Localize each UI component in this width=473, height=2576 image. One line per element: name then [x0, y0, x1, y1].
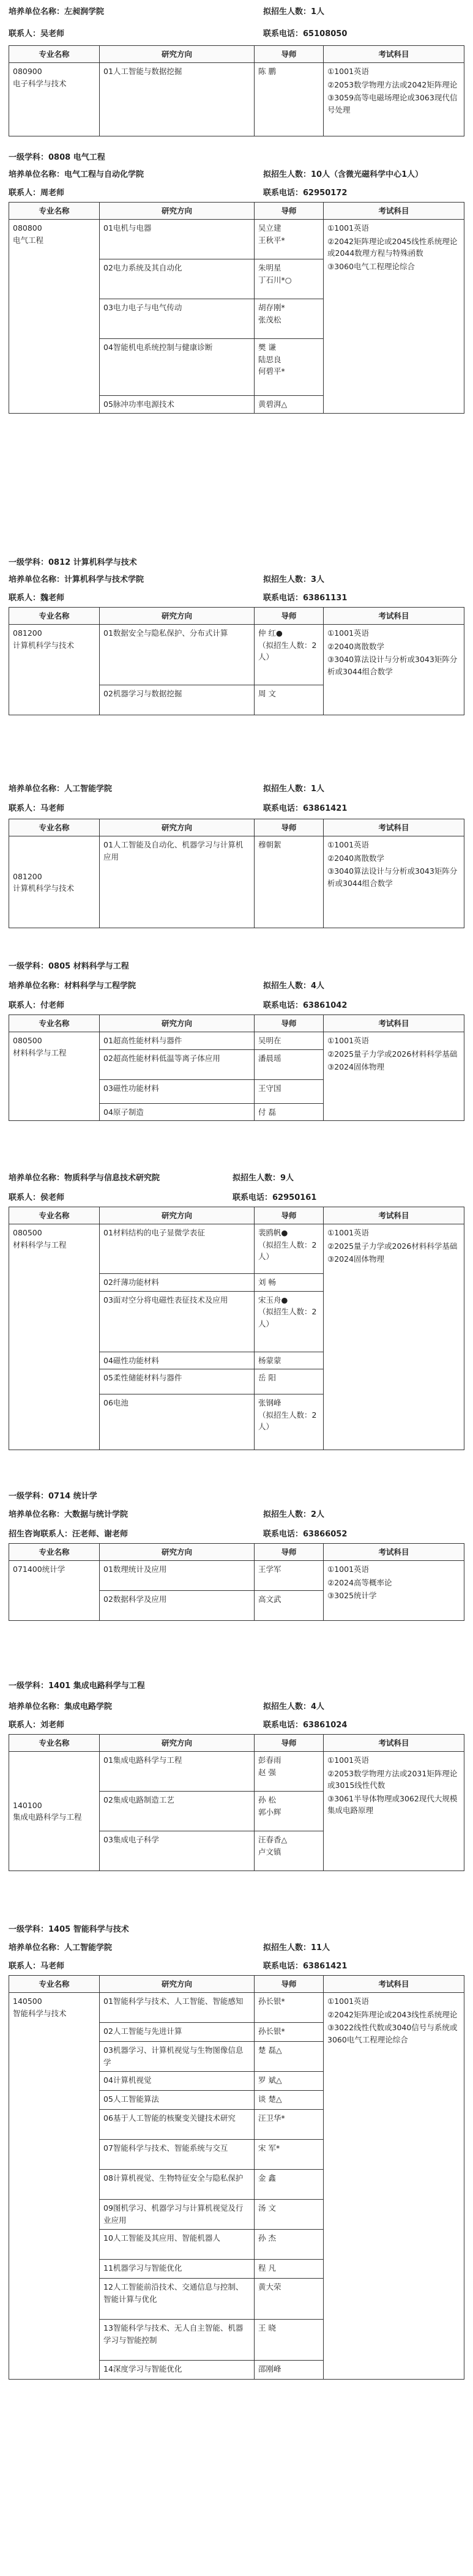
- tutor-cell: 刘 畅: [255, 1274, 324, 1291]
- header-tutor: 导师: [255, 203, 324, 220]
- direction-cell: 09图机学习、机器学习与计算机视觉及行业应用: [100, 2200, 255, 2230]
- tutor-cell: 岳 阳: [255, 1369, 324, 1394]
- tutor-name: 卢文镇: [258, 1847, 281, 1856]
- direction-cell: 04计算机视觉: [100, 2072, 255, 2091]
- program-table: [9, 1975, 464, 2380]
- unit-line: 培养单位名称：计算机科学与技术学院: [9, 575, 144, 584]
- header-tutor: 导师: [255, 46, 324, 63]
- header-major: 专业名称: [9, 1207, 100, 1224]
- tutor-cell: [255, 299, 324, 339]
- phone-line: 联系电话：62950172: [263, 188, 348, 198]
- tutor-cell: 金 鑫: [255, 2170, 324, 2200]
- direction-cell: 01集成电路科学与工程: [100, 1752, 255, 1792]
- unit-line: 培养单位名称：人工智能学院: [9, 1943, 113, 1952]
- exam-cell: [324, 625, 464, 715]
- tutor-name: 裴鸥帆●: [258, 1228, 288, 1238]
- header-direction: 研究方向: [100, 1207, 255, 1224]
- tutor-name: 孙 松: [258, 1795, 276, 1805]
- header-exam: 考试科目: [324, 1207, 464, 1224]
- tutor-cell: 吴明在: [255, 1032, 324, 1049]
- direction-cell: 01电机与电器: [100, 220, 255, 259]
- direction-cell: 11机器学习与智能优化: [100, 2260, 255, 2279]
- tutor-quota: （拟招生人数：2人）: [258, 1240, 317, 1262]
- tutor-name: 郭小辉: [258, 1807, 281, 1817]
- tutor-cell: [255, 1224, 324, 1274]
- header-tutor: 导师: [255, 819, 324, 836]
- tutor-cell: [255, 1752, 324, 1792]
- quota-line: 拟招生人数：1人: [263, 784, 325, 794]
- quota-line: 拟招生人数：3人: [263, 575, 325, 584]
- header-tutor: 导师: [255, 1976, 324, 1993]
- exam-item: ②2042矩阵理论或2045线性系统理论或2044数理方程与特殊函数: [327, 236, 458, 258]
- tutor-cell: 杨蒙蒙: [255, 1352, 324, 1369]
- header-direction: 研究方向: [100, 1544, 255, 1561]
- header-exam: 考试科目: [324, 608, 464, 625]
- phone-line: 联系电话：62950161: [233, 1193, 317, 1202]
- major-cell: 140500 智能科学与技术: [9, 1993, 100, 2380]
- header-major: 专业名称: [9, 1735, 100, 1752]
- exam-item: ③2024固体物理: [327, 1254, 385, 1264]
- direction-cell: 02人工智能与先进计算: [100, 2023, 255, 2042]
- exam-cell: [324, 1993, 464, 2380]
- header-exam: 考试科目: [324, 1015, 464, 1032]
- tutor-name: 彭春雨: [258, 1755, 281, 1765]
- direction-cell: 05人工智能算法: [100, 2091, 255, 2110]
- contact-line: 联系人：马老师: [9, 1962, 65, 1971]
- direction-cell: 01智能科学与技术、人工智能、智能感知: [100, 1993, 255, 2023]
- tutor-quota: （拟招生人数：2人）: [258, 1307, 317, 1328]
- major-cell: 080800 电气工程: [9, 220, 100, 413]
- direction-cell: 02机器学习与数据挖掘: [100, 685, 255, 715]
- program-table: [9, 607, 464, 715]
- exam-item: ①1001英语: [327, 1228, 370, 1238]
- program-table: [9, 202, 464, 414]
- direction-cell: 02超高性能材料低温等离子体应用: [100, 1049, 255, 1079]
- discipline-line: 一级学科：0808 电气工程: [9, 153, 105, 162]
- direction-cell: 02数据科学及应用: [100, 1591, 255, 1621]
- contact-line: 联系人：付老师: [9, 1001, 65, 1010]
- exam-item: ②2025量子力学或2026材料科学基础: [327, 1241, 458, 1251]
- tutor-name: 张钢峰: [258, 1398, 281, 1408]
- table-header-row: [9, 1976, 464, 1993]
- program-table: [9, 1014, 464, 1121]
- tutor-quota: （拟招生人数：2人）: [258, 640, 317, 662]
- contact-line: 联系人：周老师: [9, 188, 65, 198]
- tutor-cell: [255, 625, 324, 685]
- tutor-name: 朱明星: [258, 263, 281, 273]
- tutor-cell: [255, 339, 324, 396]
- tutor-cell: 穆朝絮: [255, 836, 324, 928]
- table-header-row: [9, 819, 464, 836]
- exam-cell: [324, 220, 464, 413]
- header-exam: 考试科目: [324, 203, 464, 220]
- direction-cell: 02电力系统及其自动化: [100, 259, 255, 299]
- tutor-cell: 孙 杰: [255, 2230, 324, 2260]
- exam-item: ③3061半导体物理或3062现代大规模集成电路原理: [327, 1793, 458, 1815]
- direction-cell: 05柔性储能材料与器件: [100, 1369, 255, 1394]
- tutor-name: 张茂松: [258, 315, 281, 324]
- header-exam: 考试科目: [324, 1735, 464, 1752]
- exam-cell: [324, 1561, 464, 1621]
- table-header-row: [9, 1735, 464, 1752]
- contact-line: 联系人：吴老师: [9, 29, 65, 39]
- header-major: 专业名称: [9, 1544, 100, 1561]
- direction-cell: 03集成电子科学: [100, 1831, 255, 1871]
- header-tutor: 导师: [255, 1544, 324, 1561]
- tutor-name: 胡存刚*: [258, 303, 285, 313]
- tutor-cell: 孙长银*: [255, 2023, 324, 2042]
- major-cell: 080500 材料科学与工程: [9, 1224, 100, 1450]
- header-direction: 研究方向: [100, 203, 255, 220]
- exam-item: ①1001英语: [327, 1565, 370, 1574]
- header-exam: 考试科目: [324, 46, 464, 63]
- header-direction: 研究方向: [100, 1015, 255, 1032]
- discipline-line: 一级学科：1405 智能科学与技术: [9, 1925, 129, 1934]
- phone-line: 联系电话：63866052: [263, 1530, 348, 1539]
- table-row: [9, 1224, 464, 1274]
- phone-line: 联系电话：63861131: [263, 594, 348, 603]
- tutor-cell: 程 凡: [255, 2260, 324, 2279]
- unit-line: 培养单位名称：电气工程与自动化学院: [9, 170, 144, 179]
- table-header-row: [9, 1544, 464, 1561]
- header-direction: 研究方向: [100, 819, 255, 836]
- exam-cell: [324, 63, 464, 136]
- header-direction: 研究方向: [100, 1735, 255, 1752]
- tutor-name: 赵 强: [258, 1767, 276, 1777]
- quota-line: 拟招生人数：2人: [263, 1510, 325, 1519]
- exam-item: ②2053数学物理方法或2042矩阵理论: [327, 80, 458, 89]
- tutor-cell: 陈 鹏: [255, 63, 324, 136]
- header-tutor: 导师: [255, 1207, 324, 1224]
- major-cell: 080500 材料科学与工程: [9, 1032, 100, 1121]
- table-header-row: [9, 608, 464, 625]
- exam-item: ①1001英语: [327, 840, 370, 850]
- direction-cell: 04智能机电系统控制与健康诊断: [100, 339, 255, 396]
- program-table: [9, 45, 464, 136]
- exam-item: ②2040离散数学: [327, 853, 385, 863]
- direction-cell: 01数理统计及应用: [100, 1561, 255, 1591]
- direction-cell: 01人工智能与数据挖掘: [100, 63, 255, 136]
- direction-cell: 03电力电子与电气传动: [100, 299, 255, 339]
- tutor-cell: 宋 军*: [255, 2140, 324, 2170]
- table-row: [9, 1752, 464, 1792]
- tutor-cell: 高文武: [255, 1591, 324, 1621]
- tutor-cell: 付 磊: [255, 1103, 324, 1120]
- quota-line: 拟招生人数：10人（含微光磁科学中心1人）: [263, 170, 423, 179]
- direction-cell: 07智能科学与技术、智能系统与交互: [100, 2140, 255, 2170]
- table-row: [9, 63, 464, 136]
- direction-cell: 12人工智能前沿技术、交通信息与控制、智能计算与优化: [100, 2279, 255, 2320]
- header-direction: 研究方向: [100, 46, 255, 63]
- direction-cell: 01超高性能材料与器件: [100, 1032, 255, 1049]
- phone-line: 联系电话：63861024: [263, 1721, 348, 1730]
- phone-line: 联系电话：63861421: [263, 1962, 348, 1971]
- program-table: [9, 1207, 464, 1450]
- tutor-cell: [255, 259, 324, 299]
- exam-item: ③3022线性代数或3040信号与系统或3060电气工程理论综合: [327, 2023, 458, 2044]
- contact-line: 招生咨询联系人：汪老师、谢老师: [9, 1530, 128, 1539]
- exam-item: ②2025量子力学或2026材料科学基础: [327, 1049, 458, 1059]
- tutor-cell: 邵刚峰: [255, 2361, 324, 2380]
- tutor-cell: 潘晨瑶: [255, 1049, 324, 1079]
- tutor-cell: 汤 文: [255, 2200, 324, 2230]
- exam-item: ①1001英语: [327, 628, 370, 638]
- table-header-row: [9, 203, 464, 220]
- exam-item: ②2040离散数学: [327, 641, 385, 651]
- table-header-row: [9, 1015, 464, 1032]
- unit-line: 培养单位名称：大数据与统计学院: [9, 1510, 128, 1519]
- tutor-cell: [255, 220, 324, 259]
- direction-cell: 14深度学习与智能优化: [100, 2361, 255, 2380]
- phone-line: 联系电话：63861042: [263, 1001, 348, 1010]
- unit-line: 培养单位名称：物质科学与信息技术研究院: [9, 1174, 160, 1183]
- exam-item: ①1001英语: [327, 67, 370, 76]
- contact-line: 联系人：刘老师: [9, 1721, 65, 1730]
- discipline-line: 一级学科：0714 统计学: [9, 1492, 97, 1501]
- tutor-name: 陆思良: [258, 354, 281, 364]
- direction-cell: 04磁性功能材料: [100, 1352, 255, 1369]
- discipline-line: 一级学科：0805 材料科学与工程: [9, 962, 129, 971]
- contact-line: 联系人：魏老师: [9, 594, 65, 603]
- direction-cell: 04原子制造: [100, 1103, 255, 1120]
- direction-cell: 02集成电路制造工艺: [100, 1792, 255, 1831]
- exam-item: ①1001英语: [327, 1997, 370, 2006]
- exam-item: ②2024高等概率论: [327, 1577, 392, 1587]
- program-table: [9, 1734, 464, 1871]
- tutor-cell: [255, 1291, 324, 1352]
- table-row: [9, 1561, 464, 1591]
- tutor-cell: 王学军: [255, 1561, 324, 1591]
- tutor-cell: 谈 楚△: [255, 2091, 324, 2110]
- table-row: [9, 220, 464, 259]
- direction-cell: 03磁性功能材料: [100, 1079, 255, 1103]
- tutor-name: 仲 红●: [258, 628, 283, 638]
- tutor-cell: 汪卫华*: [255, 2110, 324, 2140]
- header-direction: 研究方向: [100, 608, 255, 625]
- exam-item: ③3060电气工程理论综合: [327, 261, 415, 271]
- program-table: [9, 819, 464, 928]
- header-major: 专业名称: [9, 819, 100, 836]
- exam-item: ①1001英语: [327, 223, 370, 233]
- tutor-name: 吴立建: [258, 223, 281, 233]
- unit-line: 培养单位名称：材料科学与工程学院: [9, 981, 136, 991]
- contact-line: 联系人：马老师: [9, 804, 65, 813]
- quota-line: 拟招生人数：9人: [233, 1174, 294, 1183]
- exam-cell: [324, 1224, 464, 1450]
- exam-cell: [324, 1032, 464, 1121]
- header-direction: 研究方向: [100, 1976, 255, 1993]
- direction-cell: 01数据安全与隐私保护、分布式计算: [100, 625, 255, 685]
- table-row: [9, 836, 464, 928]
- tutor-cell: [255, 1394, 324, 1450]
- tutor-cell: 罗 斌△: [255, 2072, 324, 2091]
- unit-line: 培养单位名称：左昶润学院: [9, 7, 105, 17]
- tutor-cell: 周 文: [255, 685, 324, 715]
- discipline-line: 一级学科：1401 集成电路科学与工程: [9, 1681, 145, 1691]
- exam-item: ③3025统计学: [327, 1591, 377, 1601]
- exam-item: ①1001英语: [327, 1755, 370, 1765]
- direction-cell: 01人工智能及自动化、机器学习与计算机应用: [100, 836, 255, 928]
- tutor-quota: （拟招生人数：2人）: [258, 1410, 317, 1431]
- exam-cell: [324, 1752, 464, 1871]
- tutor-cell: 孙长银*: [255, 1993, 324, 2023]
- tutor-cell: 王守国: [255, 1079, 324, 1103]
- table-header-row: [9, 1207, 464, 1224]
- table-row: [9, 1032, 464, 1049]
- header-tutor: 导师: [255, 1735, 324, 1752]
- tutor-name: 何碧平*: [258, 367, 285, 376]
- tutor-cell: [255, 396, 324, 413]
- exam-item: ③2024固体物理: [327, 1062, 385, 1072]
- table-row: [9, 1993, 464, 2023]
- tutor-cell: [255, 1831, 324, 1871]
- direction-cell: 02纤薄功能材料: [100, 1274, 255, 1291]
- header-major: 专业名称: [9, 203, 100, 220]
- major-cell: 080900 电子科学与技术: [9, 63, 100, 136]
- direction-cell: 06电池: [100, 1394, 255, 1450]
- exam-item: ①1001英语: [327, 1036, 370, 1046]
- header-exam: 考试科目: [324, 819, 464, 836]
- exam-item: ②2042矩阵理论或2043线性系统理论: [327, 2009, 458, 2019]
- direction-cell: 05脉冲功率电源技术: [100, 396, 255, 413]
- direction-cell: 08计算机视觉、生物特征安全与隐私保护: [100, 2170, 255, 2200]
- tutor-cell: [255, 1792, 324, 1831]
- tutor-cell: 楚 磊△: [255, 2042, 324, 2072]
- header-exam: 考试科目: [324, 1976, 464, 1993]
- phone-line: 联系电话：63861421: [263, 804, 348, 813]
- exam-item: ②2053数学物理方法或2031矩阵理论或3015线性代数: [327, 1768, 458, 1790]
- header-tutor: 导师: [255, 1015, 324, 1032]
- direction-cell: 03机器学习、计算机视觉与生物图像信息学: [100, 2042, 255, 2072]
- direction-cell: 01材料结构的电子显微学表征: [100, 1224, 255, 1274]
- contact-line: 联系人：侯老师: [9, 1193, 65, 1202]
- discipline-line: 一级学科：0812 计算机科学与技术: [9, 558, 137, 567]
- tutor-name: 宋玉舟●: [258, 1295, 288, 1305]
- major-cell: 081200 计算机科学与技术: [9, 625, 100, 715]
- direction-cell: 03面对空分将电磁性表征技术及应用: [100, 1291, 255, 1352]
- tutor-cell: 王 晓: [255, 2320, 324, 2361]
- header-tutor: 导师: [255, 608, 324, 625]
- header-major: 专业名称: [9, 1015, 100, 1032]
- major-cell: 071400统计学: [9, 1561, 100, 1621]
- header-major: 专业名称: [9, 608, 100, 625]
- direction-cell: 13智能科学与技术、无人自主智能、机器学习与智能控制: [100, 2320, 255, 2361]
- tutor-name: 汪春香△: [258, 1835, 288, 1845]
- header-exam: 考试科目: [324, 1544, 464, 1561]
- quota-line: 拟招生人数：4人: [263, 981, 325, 991]
- phone-line: 联系电话：65108050: [263, 29, 348, 39]
- exam-item: ③3040算法设计与分析或3043矩阵分析或3044组合数学: [327, 866, 458, 888]
- tutor-name: 樊 谦: [258, 343, 276, 352]
- header-major: 专业名称: [9, 46, 100, 63]
- table-row: [9, 625, 464, 685]
- unit-line: 培养单位名称：集成电路学院: [9, 1702, 113, 1711]
- table-header-row: [9, 46, 464, 63]
- unit-line: 培养单位名称：人工智能学院: [9, 784, 113, 794]
- exam-item: ③3040算法设计与分析或3043矩阵分析或3044组合数学: [327, 655, 458, 676]
- direction-cell: 06基于人工智能的核聚变关键技术研究: [100, 2110, 255, 2140]
- program-table: [9, 1543, 464, 1621]
- exam-item: ③3059高等电磁场理论或3063现代信号处理: [327, 93, 458, 114]
- quota-line: 拟招生人数：1人: [263, 7, 325, 17]
- exam-cell: [324, 836, 464, 928]
- header-major: 专业名称: [9, 1976, 100, 1993]
- quota-line: 拟招生人数：11人: [263, 1943, 330, 1952]
- major-cell: 081200 计算机科学与技术: [9, 836, 100, 928]
- tutor-name: 王秋平*: [258, 235, 285, 245]
- tutor-name: 丁石川*○: [258, 275, 292, 285]
- major-cell: 140100 集成电路科学与工程: [9, 1752, 100, 1871]
- direction-cell: 10人工智能及其应用、智能机器人: [100, 2230, 255, 2260]
- quota-line: 拟招生人数：4人: [263, 1702, 325, 1711]
- tutor-name: 黄碧湃△: [258, 400, 288, 409]
- tutor-cell: 黄大荣: [255, 2279, 324, 2320]
